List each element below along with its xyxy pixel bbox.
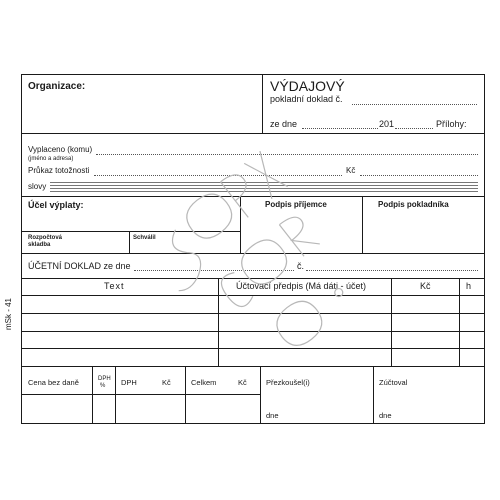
amount-currency: Kč: [346, 166, 356, 175]
document-subtitle: pokladní doklad č.: [270, 94, 343, 104]
header-divider: [262, 75, 263, 133]
total-currency: Kč: [238, 378, 247, 387]
total-label: Celkem: [191, 378, 217, 387]
id-card-label: Průkaz totožnosti: [28, 166, 90, 175]
accounting-doc-label: ÚČETNÍ DOKLAD ze dne: [28, 261, 131, 271]
budget-label-line2: skladba: [28, 242, 51, 248]
in-words-line-2: [50, 185, 478, 186]
cash-voucher-form: [21, 74, 485, 424]
name-address-hint: (jméno a adresa): [28, 156, 74, 162]
checked-by-label: Přezkoušel(i): [266, 378, 310, 387]
id-card-field[interactable]: [94, 175, 342, 176]
budget-approved-divider: [129, 231, 130, 253]
voucher-number-field[interactable]: [352, 104, 477, 105]
posted-date-label: dne: [379, 411, 392, 420]
footer-divider-5: [373, 366, 374, 423]
date-year-suffix-field[interactable]: [395, 128, 433, 129]
budget-row-line: [22, 231, 240, 232]
cashier-signature-label: Podpis pokladníka: [378, 200, 449, 209]
in-words-line-3: [50, 188, 478, 189]
table-col-divider-3: [459, 278, 460, 366]
amount-field[interactable]: [360, 175, 478, 176]
purpose-bottom-line: [22, 253, 484, 254]
date-field[interactable]: [302, 128, 378, 129]
purpose-label: Účel výplaty:: [28, 200, 84, 210]
approved-label: Schválil: [133, 235, 156, 241]
payee-bottom-line: [22, 196, 484, 197]
header-bottom-line: [22, 133, 484, 134]
form-code: mSk - 41: [4, 297, 13, 330]
document-title: VÝDAJOVÝ: [270, 78, 345, 94]
price-excl-vat-label: Cena bez daně: [28, 378, 79, 387]
table-header-line: [22, 295, 484, 296]
vat-currency: Kč: [162, 378, 171, 387]
posted-by-label: Zúčtoval: [379, 378, 408, 387]
col-posting-header: Účtovací předpis (Má dáti - účet): [236, 281, 367, 291]
table-row-line: [22, 313, 484, 314]
vat-label: DPH: [121, 378, 137, 387]
accounting-bottom-line: [22, 278, 484, 279]
in-words-line-1: [50, 182, 478, 183]
table-col-divider-2: [391, 278, 392, 366]
budget-label-line1: Rozpočtová: [28, 235, 63, 241]
paid-to-field[interactable]: [96, 154, 478, 155]
table-row-line: [22, 331, 484, 332]
recipient-signature-label: Podpis příjemce: [265, 200, 327, 209]
accounting-number-label: č.: [297, 261, 305, 271]
date-label: ze dne: [270, 119, 298, 129]
accounting-date-field[interactable]: [134, 270, 294, 271]
paid-to-label: Vyplaceno (komu): [28, 145, 93, 154]
footer-mid-line: [22, 394, 260, 395]
col-h-header: h: [466, 281, 472, 291]
vat-percent-label: DPH: [98, 376, 111, 382]
vat-percent-unit: %: [100, 383, 106, 389]
col-czk-header: Kč: [420, 281, 431, 291]
in-words-line-4: [50, 191, 478, 192]
table-row-line: [22, 348, 484, 349]
attachments-label: Přílohy:: [436, 119, 467, 129]
checked-date-label: dne: [266, 411, 279, 420]
table-col-divider-1: [218, 278, 219, 366]
signatures-divider: [362, 196, 363, 253]
col-text-header: Text: [104, 281, 125, 291]
date-year: 201: [379, 119, 395, 129]
organization-label: Organizace:: [28, 81, 86, 92]
purpose-divider: [240, 196, 241, 253]
accounting-number-field[interactable]: [306, 270, 478, 271]
in-words-label: slovy: [28, 182, 47, 191]
footer-divider-4: [260, 366, 261, 423]
